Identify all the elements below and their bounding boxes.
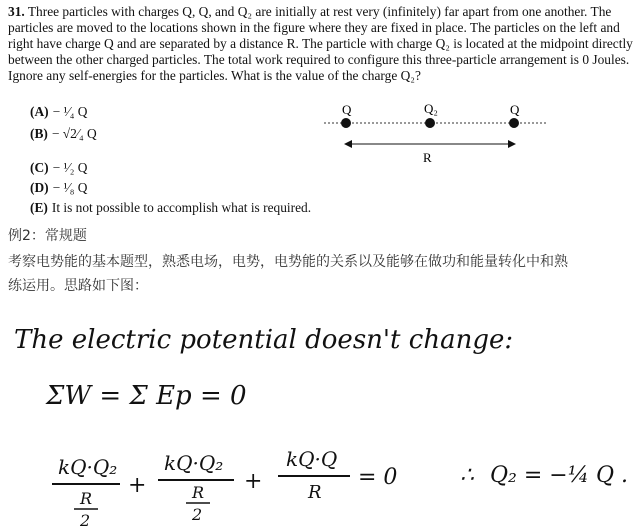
question-number: 31. <box>8 4 25 19</box>
option-a[interactable] <box>30 104 87 120</box>
final-result: Q₂ = −¼ Q . <box>490 463 629 488</box>
handwritten-solution <box>0 300 644 532</box>
example-label: 例2：常规题 <box>8 228 87 244</box>
plus-2: + <box>244 469 263 494</box>
right-charge-label: Q <box>510 102 520 117</box>
equals-zero: = 0 <box>358 465 398 490</box>
option-a-key: (A) <box>30 104 49 119</box>
plus-1: + <box>128 473 147 498</box>
frac1-numerator: kQ·Q₂ <box>58 455 118 479</box>
question-text-block <box>8 4 636 84</box>
middle-charge-dot <box>425 118 435 128</box>
option-e[interactable] <box>30 200 311 216</box>
frac2-numerator: kQ·Q₂ <box>164 451 224 475</box>
left-charge-label: Q <box>342 102 352 117</box>
question-body: Three particles with charges Q, Q, and Q₂ are initially at rest very (infinitely) far apart from one another. The particles are moved to the locations shown in the figure where they are fixed in place. The particles on the left and right have charge Q and are separated by a distance R. The particle with charge Q₂ is located at the midpoint directly between the other charged particles. The total work required to configure this three-particle arrangement is 0 Joules. Ignore any self-energies for the particles. What is the value of the charge Q₂? <box>8 4 633 83</box>
frac2-den-top: R <box>192 483 205 502</box>
option-b-key: (B) <box>30 126 48 141</box>
middle-charge-label: Q₂ <box>424 101 438 116</box>
option-c-text: − ¹⁄₂ Q <box>52 160 88 175</box>
hand-line-1: The electric potential doesn't change: <box>14 325 514 355</box>
frac1-den-top: R <box>80 489 93 508</box>
arrow-left-head-icon <box>344 140 352 148</box>
right-charge-dot <box>509 118 519 128</box>
option-b-text: − √2⁄₄ Q <box>51 126 97 141</box>
option-d[interactable] <box>30 180 87 196</box>
explanation-line-1: 考察电势能的基本题型，熟悉电场，电势，电势能的关系以及能够在做功和能量转化中和熟 <box>8 254 568 270</box>
left-charge-dot <box>341 118 351 128</box>
option-d-key: (D) <box>30 180 49 195</box>
option-c-key: (C) <box>30 160 49 175</box>
frac3-numerator: kQ·Q <box>286 447 338 471</box>
option-a-text: − ¹⁄₄ Q <box>52 104 88 119</box>
hand-line-2: ΣW = Σ Ep = 0 <box>46 381 247 411</box>
option-c[interactable] <box>30 160 87 176</box>
frac1-den-bot: 2 <box>80 511 91 530</box>
explanation-line-2: 练运用。思路如下图： <box>8 278 148 294</box>
option-d-text: − ¹⁄₈ Q <box>52 180 88 195</box>
therefore-symbol: ∴ <box>460 463 474 488</box>
distance-label: R <box>423 150 432 165</box>
charge-figure <box>318 96 548 172</box>
option-e-key: (E) <box>30 200 48 215</box>
option-b[interactable] <box>30 126 97 142</box>
arrow-right-head-icon <box>508 140 516 148</box>
frac2-den-bot: 2 <box>192 505 203 524</box>
frac3-denominator: R <box>308 482 322 503</box>
option-e-text: It is not possible to accomplish what is required. <box>51 200 312 215</box>
